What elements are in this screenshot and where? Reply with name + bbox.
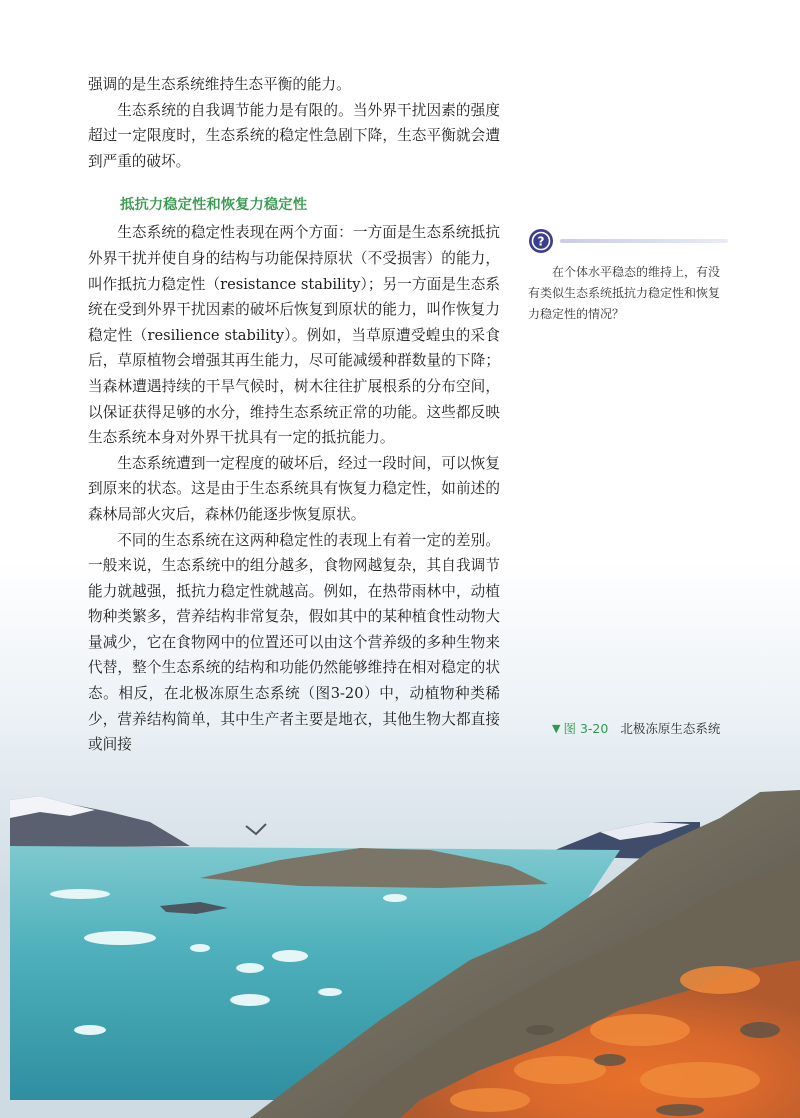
sidebar-question-text: 在个体水平稳态的维持上，有没有类似生态系统抵抗力稳定性和恢复力稳定性的情况？	[528, 265, 721, 321]
triangle-down-icon: ▼	[552, 721, 561, 735]
figure-label: 图 3-20	[563, 721, 609, 736]
paragraph-0: 强调的是生态系统维持生态平衡的能力。	[88, 76, 351, 93]
sidebar-question	[528, 228, 728, 325]
paragraph-4: 不同的生态系统在这两种稳定性的表现上有着一定的差别。一般来说，生态系统中的组分越多，食物网越复杂，其自我调节能力就越强，抵抗力稳定性就越高。例如，在热带雨林中，动植物种类繁多，营养结构非常复杂，假如其中的某种植食性动物大量减少，它在食物网中的位置还可以由这个营养级的多种生物来代替，整个生态系统的结构和功能仍然能够维持在相对稳定的状态。相反，在北极冻原生态系统（图3-20）中，动植物种类稀少，营养结构简单，其中生产者主要是地衣，其他生物大都直接或间接	[88, 531, 500, 754]
question-icon	[528, 228, 554, 254]
main-text-column	[88, 72, 500, 758]
figure-caption	[552, 719, 720, 737]
paragraph-2: 生态系统的稳定性表现在两个方面：一方面是生态系统抵抗外界干扰并使自身的结构与功能保持原状（不受损害）的能力，叫作抵抗力稳定性（resistance stability）；另一方面是生态系统在受到外界干扰因素的破坏后恢复到原状的能力，叫作恢复力稳定性（resilience stability）。例如，当草原遭受蝗虫的采食后，草原植物会增强其再生能力，尽可能减缓种群数量的下降；当森林遭遇持续的干旱气候时，树木往往扩展根系的分布空间，以保证获得足够的水分，维持生态系统正常的功能。这些都反映生态系统本身对外界干扰具有一定的抵抗能力。	[88, 224, 500, 447]
section-heading: 抵抗力稳定性和恢复力稳定性	[120, 197, 308, 214]
figure-title: 北极冻原生态系统	[620, 721, 721, 736]
paragraph-1: 生态系统的自我调节能力是有限的。当外界干扰因素的强度超过一定限度时，生态系统的稳定性急剧下降，生态平衡就会遭到严重的破坏。	[88, 101, 500, 170]
svg-text:?: ?	[537, 234, 545, 249]
divider-line	[560, 239, 728, 243]
sidebar-bar	[528, 228, 728, 254]
paragraph-3: 生态系统遭到一定程度的破坏后，经过一段时间，可以恢复到原来的状态。这是由于生态系统具有恢复力稳定性，如前述的森林局部火灾后，森林仍能逐步恢复原状。	[88, 454, 500, 523]
